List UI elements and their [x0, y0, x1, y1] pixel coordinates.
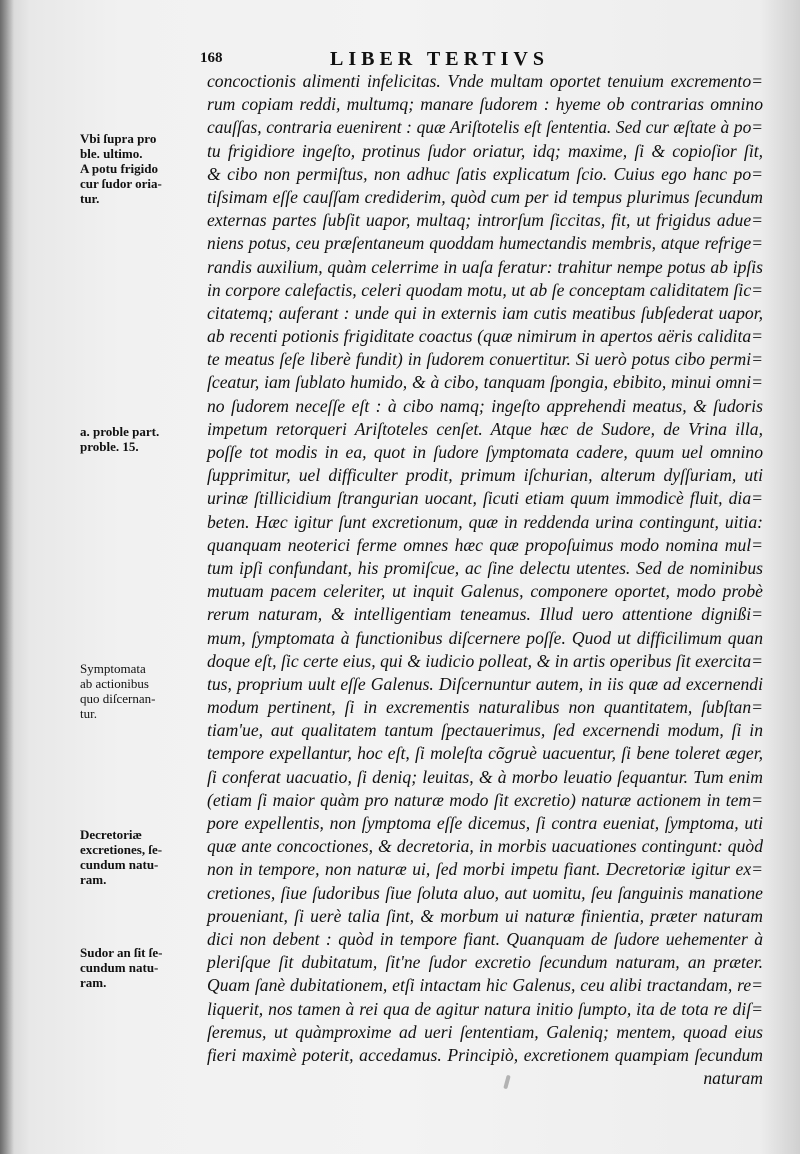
- running-head: LIBER TERTIVS: [330, 48, 549, 70]
- body-line: tempore expellantur, hoc eſt, ſi moleſta cõgruè uacuentur, ſi bene toleret æger,: [207, 743, 763, 764]
- body-line: tum ipſi confundant, his promiſcue, ac ſine delectu utentes. Sed de nominibus: [207, 557, 763, 578]
- margin-note-line: cundum natu-: [80, 857, 159, 872]
- body-line: Quam ſanè dubitationem, etſi intactam hic Galenus, ceu alibi tractandam, re=: [207, 975, 763, 996]
- body-line: poſſe tot modis in ea, quot in ſudore ſymptomata cadere, quum uel omnino: [207, 442, 763, 462]
- body-line: ſupprimitur, uel difficulter prodit, primum iſchurian, alterum dyſſuriam, uti: [207, 465, 763, 486]
- margin-note-line: proble. 15.: [80, 439, 139, 454]
- body-line: mum, ſymptomata à functionibus diſcernere poſſe. Quod ut difficilimum quan: [207, 627, 763, 648]
- body-line: quæ ante concoctiones, & decretoria, in morbis uacuationes contingunt: quòd: [207, 836, 763, 857]
- body-line: no ſudorem neceſſe eſt : à cibo namq; ingeſto apprehendi meatus, & ſudoris: [207, 395, 763, 416]
- body-line: mutuam pacem celeriter, ut inquit Galenus, componere oportet, modo probè: [207, 581, 763, 602]
- body-line: cretiones, ſiue ſudoribus ſiue ſoluta aluo, aut uomitu, ſeu ſanguinis manatione: [207, 882, 763, 903]
- body-line: quanquam neoterici ferme omnes hæc quæ propoſuimus modo nomina mul=: [207, 534, 763, 555]
- margin-note: [80, 131, 198, 206]
- body-line: tus, proprium uult eſſe Galenus. Diſcernuntur autem, in iis quæ ad excernendi: [207, 673, 763, 694]
- body-line: beten. Hæc igitur ſunt excretionum, quæ in reddenda urina contingunt, uitia:: [207, 511, 763, 532]
- body-line: urinæ ſtillicidium ſtrangurian uocant, ſicuti etiam quum immodicè fluit, dia=: [207, 488, 763, 509]
- body-line: ab recenti potionis frigiditate coactus (quæ nimirum in apertos aëris calidita=: [207, 326, 763, 347]
- body-line: concoctionis alimenti infelicitas. Vnde multam oportet tenuium excremento=: [207, 71, 763, 91]
- body-line: & cibo non permiſtus, non adhuc ſatis explicatum ſcio. Cuius ego hanc po=: [207, 163, 763, 184]
- margin-note-line: A potu frigido: [80, 161, 159, 176]
- margin-note: [80, 424, 198, 454]
- margin-note-line: Sudor an ſit ſe-: [80, 945, 163, 960]
- margin-note: [80, 945, 198, 990]
- body-text: [207, 70, 763, 1090]
- body-line: rum copiam reddi, multumq; manare ſudorem : hyeme ob contrarias omnino: [207, 94, 763, 115]
- body-line: rerum naturam, & intelligentiam teneamus. Illud uero attentione dignißi=: [207, 604, 763, 625]
- margin-note-line: cur ſudor oria-: [80, 176, 162, 191]
- body-line: tiam'ue, aut qualitatem tantum ſpectauerimus, ſed excernendi modum, ſi in: [207, 720, 763, 741]
- margin-note-line: ab actionibus: [80, 676, 149, 691]
- body-line: pore expellentis, non ſymptoma eſſe dicemus, ſi contra eueniat, ſymptoma, uti: [207, 813, 763, 833]
- margin-note-line: Decretoriæ: [80, 827, 142, 842]
- body-line: non in tempore, non naturæ ui, ſed morbi impetu fiant. Decretoriæ igitur ex=: [207, 859, 763, 880]
- margin-note-line: ram.: [80, 975, 107, 990]
- margin-note-line: tur.: [80, 706, 97, 721]
- body-line: modum pertinent, ſi in excrementis naturalibus non quantitatem, ſubſtan=: [207, 697, 763, 718]
- body-line: cauſſas, contraria euenirent : quæ Ariſtotelis eſt ſententia. Sed cur æſtate à po=: [207, 117, 763, 138]
- body-line: impetum retorqueri Ariſtoteles cenſet. Atque hæc de Sudore, de Vrina illa,: [207, 418, 763, 439]
- body-line: randis auxilium, quàm celerrime in uaſa feratur: trahitur nempe potus ab ipſis: [207, 256, 763, 277]
- gutter-shadow: [0, 0, 14, 1154]
- body-line: in corpore calefactis, celeri quodam motu, ut ab ſe conceptam caliditatem ſic=: [207, 279, 763, 300]
- body-line: citatemq; auferant : unde qui in externis iam cutis meatibus ſubſederat uapor,: [207, 302, 763, 323]
- body-line: pleriſque ſit dubitatum, ſit'ne ſudor excretio ſecundum naturam, an præter.: [207, 952, 763, 973]
- body-line: niens potus, ceu præſentaneum quoddam humectandis membris, atque refrige=: [207, 233, 763, 254]
- body-line: naturam: [703, 1068, 763, 1089]
- body-line: ſi conferat uacuatio, ſi deniq; leuitas, & à morbo leuatio ſequantur. Tum enim: [207, 766, 763, 787]
- body-line: dici non debent : quòd in tempore fiant. Quanquam de ſudore uehementer à: [207, 928, 763, 949]
- margin-note: [80, 827, 198, 887]
- margin-note-line: ram.: [80, 872, 107, 887]
- body-line: (etiam ſi maior quàm pro naturæ modo ſit excretio) naturæ actionem in tem=: [207, 789, 763, 810]
- body-line: proueniant, ſi uerè talia ſint, & morbum ui naturæ finientia, præter naturam: [207, 905, 763, 926]
- margin-note-line: ble. ultimo.: [80, 146, 143, 161]
- body-line: doque eſt, ſic certe eius, qui & iudicio polleat, & in artis operibus ſit exercita=: [207, 650, 763, 671]
- margin-note-line: Symptomata: [80, 661, 146, 676]
- margin-note-line: quo diſcernan-: [80, 691, 156, 706]
- margin-note-line: excretiones, ſe-: [80, 842, 163, 857]
- margin-note-line: tur.: [80, 191, 100, 206]
- body-line: ſceatur, iam ſublato humido, & à cibo, tanquam ſpongia, ebibito, minui omni=: [207, 372, 763, 393]
- body-line: tiſsimam eſſe cauſſam crediderim, quòd cum per id tempus plurimus ſecundum: [207, 186, 763, 207]
- margin-note: [80, 661, 198, 721]
- page-number: 168: [200, 50, 223, 66]
- body-line: ſeremus, ut quàmproxime ad ueri ſententiam, Galeniq; mentem, quoad eius: [207, 1021, 763, 1042]
- body-line: tu frigidiore ingeſto, protinus ſudor oriatur, idq; maxime, ſi & copioſior ſit,: [207, 140, 763, 161]
- body-line: liquerit, nos tamen à rei qua de agitur natura initio ſumpto, ita de tota re diſ=: [207, 998, 763, 1019]
- margin-note-line: a. proble part.: [80, 424, 160, 439]
- margin-note-line: Vbi ſupra pro: [80, 131, 157, 146]
- body-line: fieri maximè poterit, accedamus. Principiò, excretionem quampiam ſecundum: [207, 1044, 763, 1065]
- margin-note-line: cundum natu-: [80, 960, 159, 975]
- body-line: externas partes ſubſit uapor, multaq; introrſum ſiccitas, fit, ut frigidus adue=: [207, 210, 763, 231]
- body-line: te meatus ſeſe liberè fundit) in ſudorem conuertitur. Si uerò potus cibo permi=: [207, 349, 763, 370]
